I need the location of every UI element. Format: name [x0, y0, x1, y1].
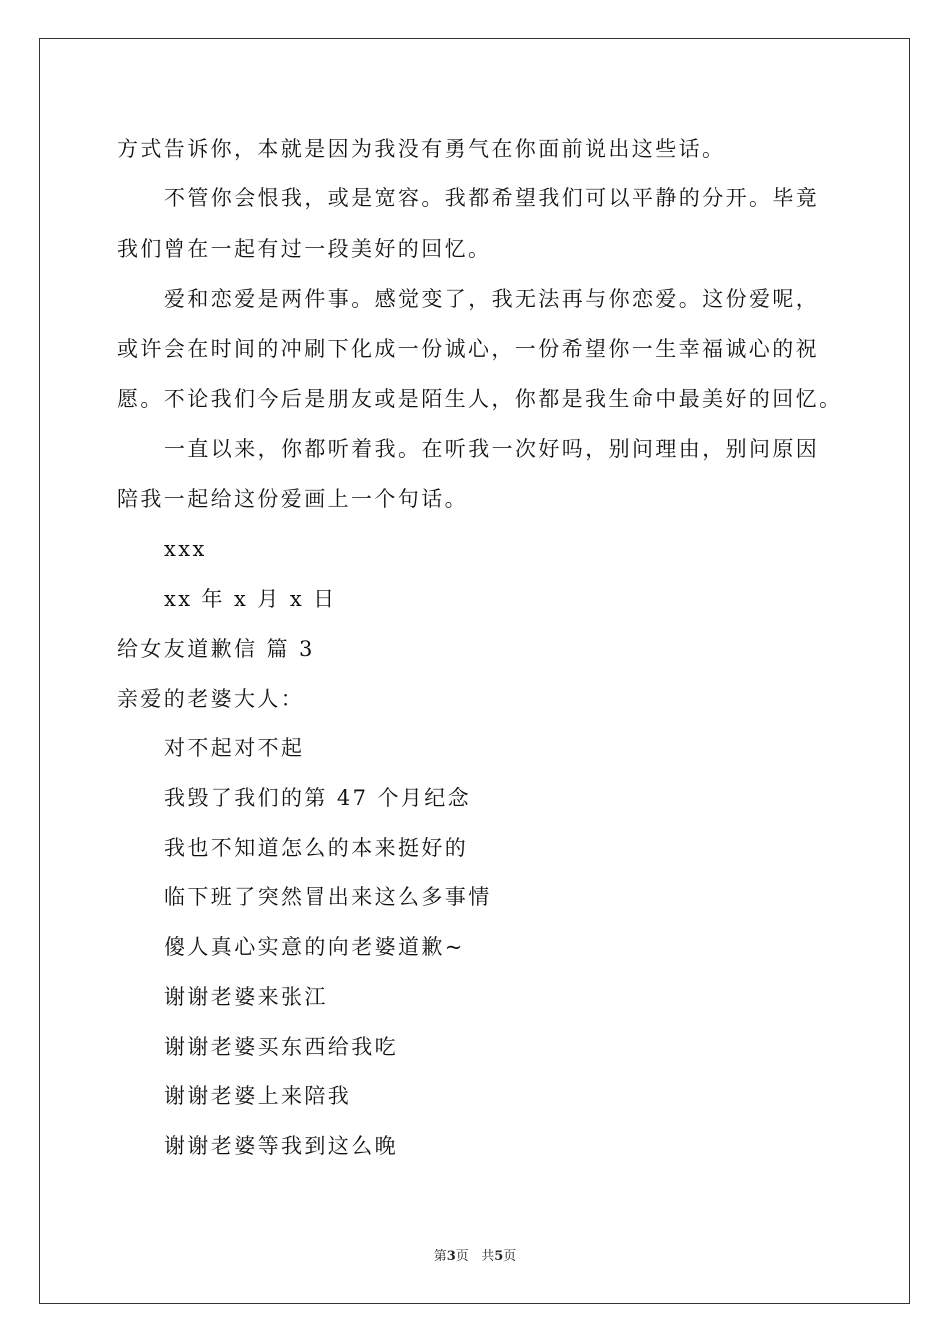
paragraph-line: 我毁了我们的第 47 个月纪念 [164, 786, 472, 810]
signature-name: xxx [164, 537, 207, 561]
paragraph-line: 我也不知道怎么的本来挺好的 [164, 836, 469, 860]
paragraph-line: 或许会在时间的冲刷下化成一份诚心，一份希望你一生幸福诚心的祝 [117, 337, 819, 361]
section-heading: 给女友道歉信 篇 3 [117, 637, 315, 661]
paragraph-line: 对不起对不起 [164, 736, 305, 760]
page-prefix: 第 [433, 1249, 447, 1264]
paragraph-line: 谢谢老婆等我到这么晚 [164, 1134, 398, 1158]
total-suffix: 页 [503, 1249, 517, 1264]
page-border [39, 38, 910, 1304]
paragraph-line: 爱和恋爱是两件事。感觉变了，我无法再与你恋爱。这份爱呢， [164, 287, 820, 311]
paragraph-line: 临下班了突然冒出来这么多事情 [164, 885, 492, 909]
total-prefix: 共 [481, 1249, 495, 1264]
paragraph-line: 傻人真心实意的向老婆道歉~ [164, 935, 465, 959]
paragraph-line: 一直以来，你都听着我。在听我一次好吗，别问理由，别问原因 [164, 437, 820, 461]
paragraph-line: 我们曾在一起有过一段美好的回忆。 [117, 237, 492, 261]
total-pages: 5 [494, 1249, 504, 1264]
paragraph-line: 谢谢老婆来张江 [164, 985, 328, 1009]
page-suffix: 页 [455, 1249, 469, 1264]
paragraph-line: 愿。不论我们今后是朋友或是陌生人，你都是我生命中最美好的回忆。 [117, 387, 843, 411]
paragraph-line: 谢谢老婆买东西给我吃 [164, 1035, 398, 1059]
salutation: 亲爱的老婆大人： [117, 687, 305, 711]
paragraph-line: 谢谢老婆上来陪我 [164, 1084, 352, 1108]
paragraph-line: 不管你会恨我，或是宽容。我都希望我们可以平静的分开。毕竟 [164, 186, 820, 210]
page-footer [0, 1248, 950, 1266]
page-number: 3 [446, 1249, 456, 1264]
paragraph-line: 陪我一起给这份爱画上一个句话。 [117, 487, 468, 511]
signature-date: xx 年 x 月 x 日 [164, 587, 337, 611]
paragraph-line: 方式告诉你，本就是因为我没有勇气在你面前说出这些话。 [117, 137, 726, 161]
